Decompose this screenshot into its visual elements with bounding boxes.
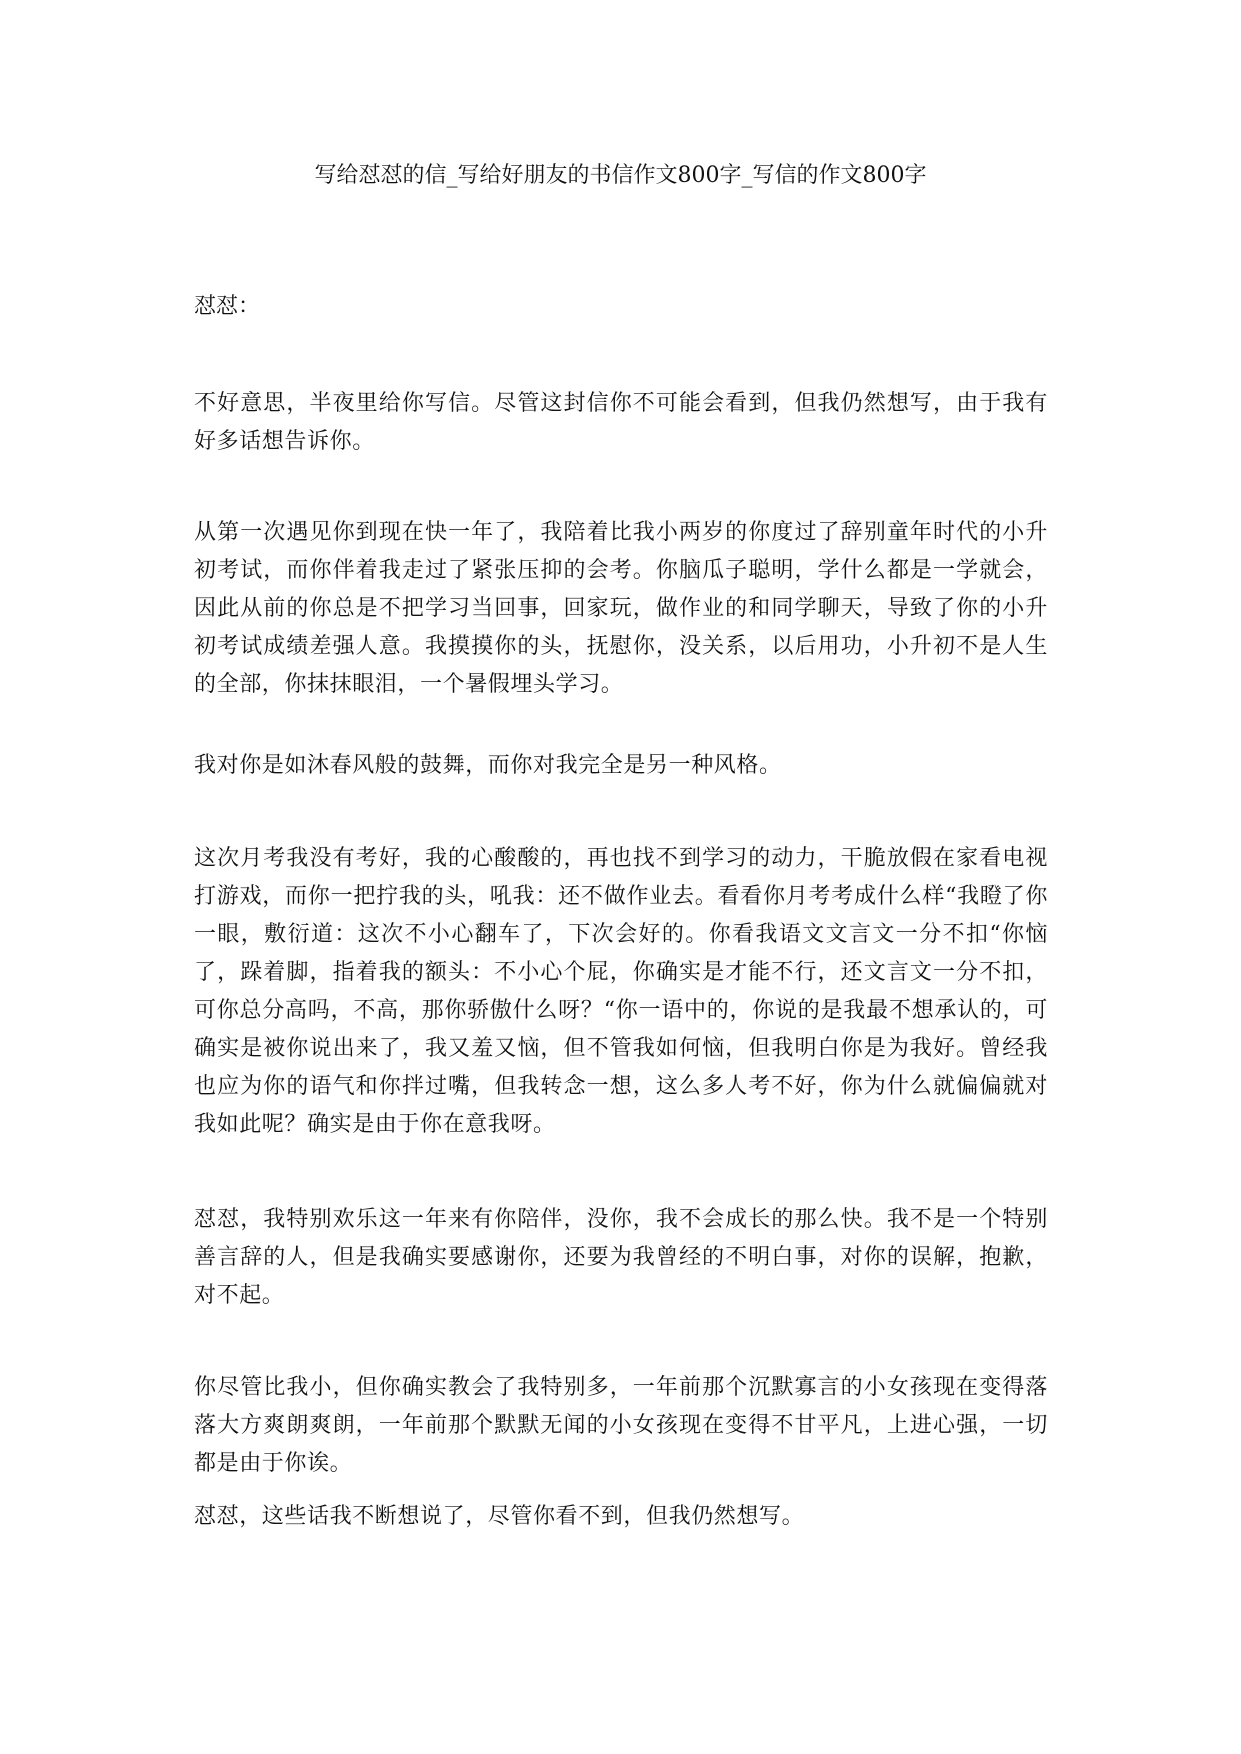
paragraph-6: 你尽管比我小，但你确实教会了我特别多，一年前那个沉默寡言的小女孩现在变得落落大方爽朗爽朗，一年前那个默默无闻的小女孩现在变得不甘平凡，上进心强，一切都是由于你诶。 — [194, 1375, 1048, 1476]
paragraph-3: 我对你是如沐春风般的鼓舞，而你对我完全是另一种风格。 — [194, 753, 782, 778]
paragraph-5: 怼怼，我特别欢乐这一年来有你陪伴，没你，我不会成长的那么快。我不是一个特别善言辞的人，但是我确实要感谢你，还要为我曾经的不明白事，对你的误解，抱歉，对不起。 — [194, 1207, 1048, 1308]
paragraph-1: 不好意思，半夜里给你写信。尽管这封信你不可能会看到，但我仍然想写，由于我有好多话想告诉你。 — [194, 391, 1048, 454]
paragraph-7: 怼怼，这些话我不断想说了，尽管你看不到，但我仍然想写。 — [194, 1504, 805, 1529]
letter-greeting: 怼怼： — [194, 294, 261, 319]
paragraph-4: 这次月考我没有考好，我的心酸酸的，再也找不到学习的动力，干脆放假在家看电视打游戏，而你一把拧我的头，吼我：还不做作业去。看看你月考考成什么样“我瞪了你一眼，敷衍道：这次不小心翻车了，下次会好的。你看我语文文言文一分不扣“你恼了，跺着脚，指着我的额头：不小心个屁，你确实是才能不行，还文言文一分不扣，可你总分高吗，不高，那你骄傲什么呀？“你一语中的，你说的是我最不想承认的，可确实是被你说出来了，我又羞又恼，但不管我如何恼，但我明白你是为我好。曾经我也应为你的语气和你拌过嘴，但我转念一想，这么多人考不好，你为什么就偏偏就对我如此呢？确实是由于你在意我呀。 — [194, 846, 1048, 1137]
paragraph-2: 从第一次遇见你到现在快一年了，我陪着比我小两岁的你度过了辞别童年时代的小升初考试，而你伴着我走过了紧张压抑的会考。你脑瓜子聪明，学什么都是一学就会，因此从前的你总是不把学习当回事，回家玩，做作业的和同学聊天，导致了你的小升初考试成绩差强人意。我摸摸你的头，抚慰你，没关系，以后用功，小升初不是人生的全部，你抹抹眼泪，一个暑假埋头学习。 — [194, 520, 1048, 697]
document-title: 写给怼怼的信_写给好朋友的书信作文800字_写信的作文800字 — [314, 163, 927, 188]
